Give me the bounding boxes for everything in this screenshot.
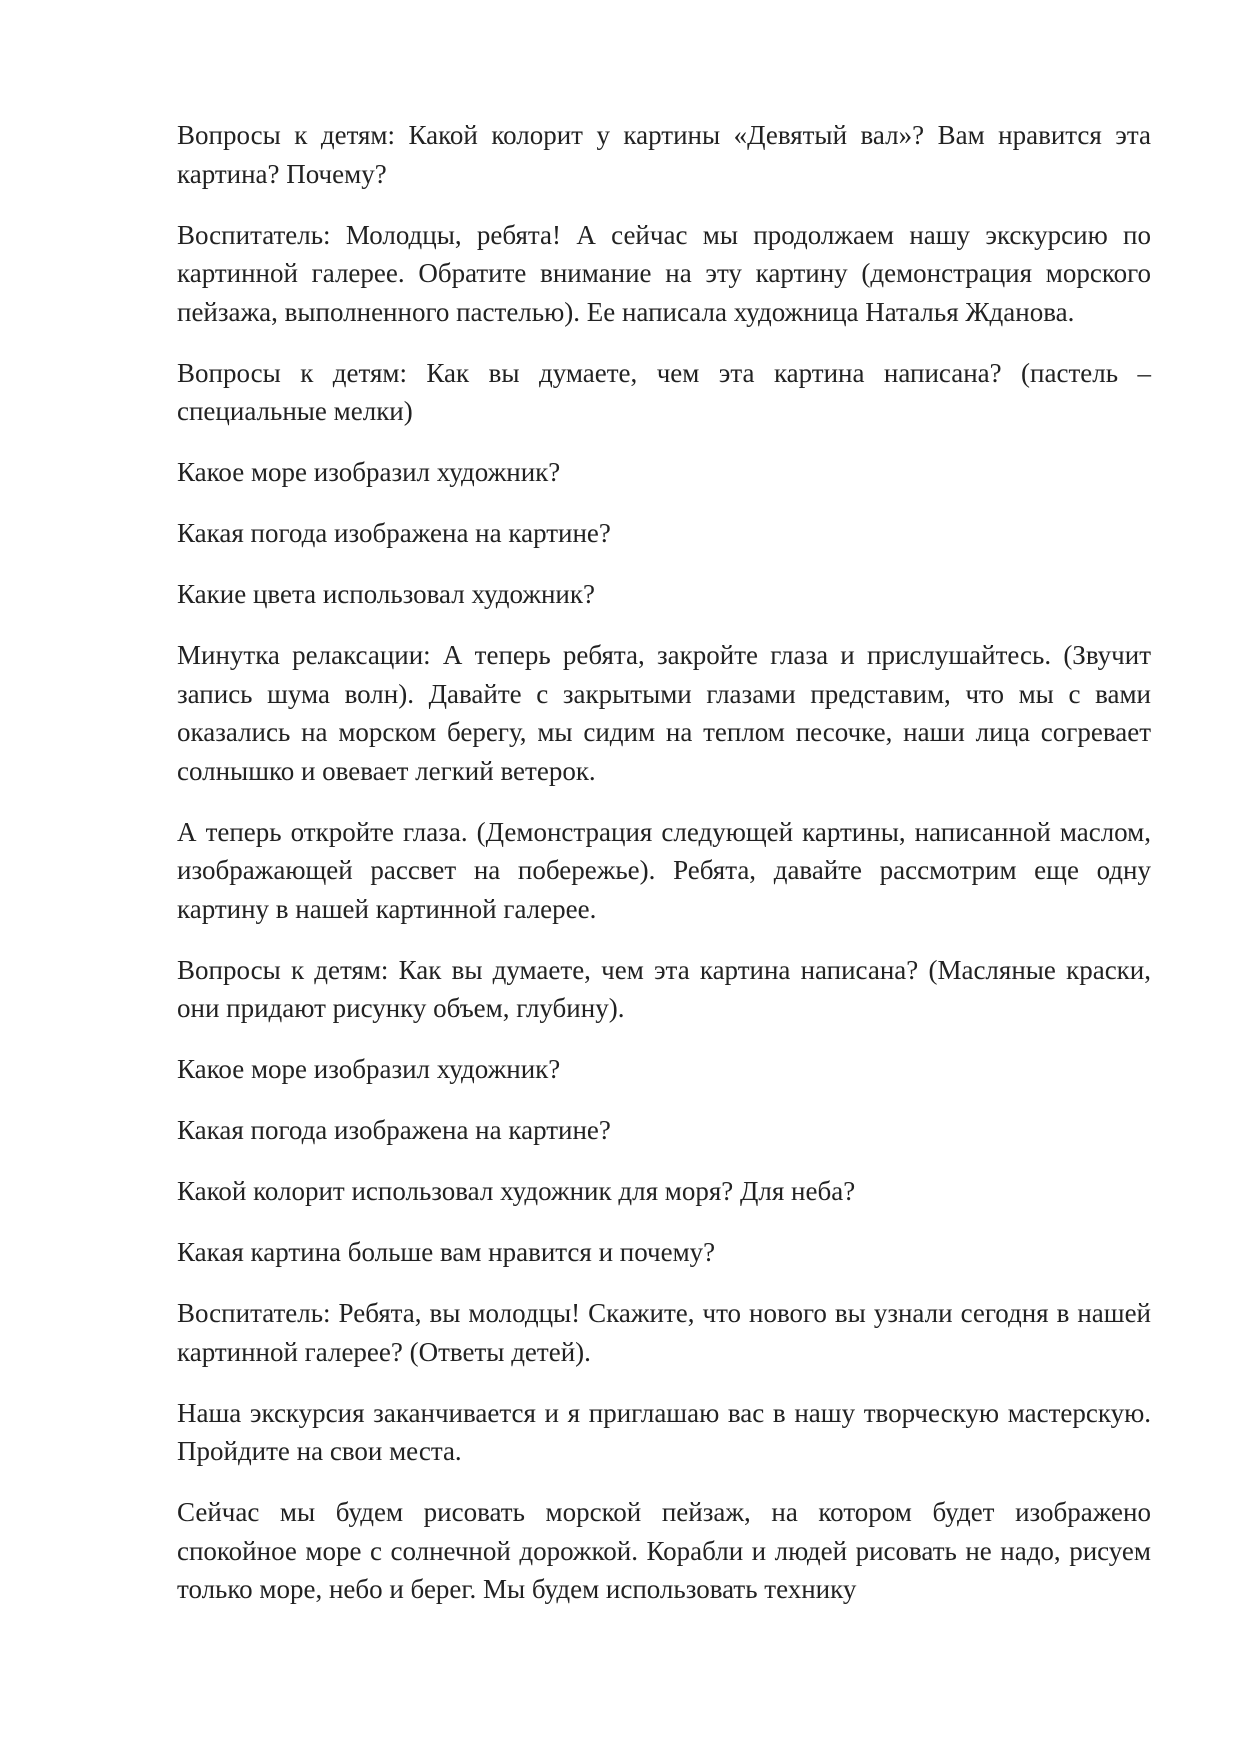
paragraph: Воспитатель: Ребята, вы молодцы! Скажите, что нового вы узнали сегодня в нашей картинной галерее? (Ответы детей). — [177, 1298, 1151, 1367]
paragraph: Вопросы к детям: Как вы думаете, чем эта картина написана? (Масляные краски, они придают рисунку объем, глубину). — [177, 954, 1151, 1023]
paragraph: Какой колорит использовал художник для моря? Для неба? — [177, 1176, 856, 1206]
paragraph: Какая погода изображена на картине? — [177, 518, 611, 548]
paragraph: Вопросы к детям: Как вы думаете, чем эта картина написана? (пастель – специальные мелки) — [177, 357, 1151, 426]
paragraph: Какая картина больше вам нравится и почему? — [177, 1237, 716, 1267]
paragraph: Вопросы к детям: Какой колорит у картины «Девятый вал»? Вам нравится эта картина? Почему? — [177, 120, 1151, 189]
paragraph: Какое море изобразил художник? — [177, 1054, 561, 1084]
paragraph: Наша экскурсия заканчивается и я приглашаю вас в нашу творческую мастерскую. Пройдите на свои места. — [177, 1397, 1151, 1466]
paragraph: Минутка релаксации: А теперь ребята, закройте глаза и прислушайтесь. (Звучит запись шума волн). Давайте с закрытыми глазами представим, что мы с вами оказались на морском берегу, мы сидим на теплом песочке, наши лица согревает солнышко и овевает легкий ветерок. — [177, 640, 1151, 786]
paragraph: Какая погода изображена на картине? — [177, 1115, 611, 1145]
document-body — [177, 116, 1151, 1631]
paragraph: Какие цвета использовал художник? — [177, 579, 595, 609]
paragraph: Сейчас мы будем рисовать морской пейзаж, на котором будет изображено спокойное море с солнечной дорожкой. Корабли и людей рисовать не надо, рисуем только море, небо и берег. Мы будем использовать технику — [177, 1497, 1151, 1604]
paragraph: Воспитатель: Молодцы, ребята! А сейчас мы продолжаем нашу экскурсию по картинной галерее. Обратите внимание на эту картину (демонстрация морского пейзажа, выполненного пастелью). Ее написала художница Наталья Жданова. — [177, 219, 1151, 327]
paragraph: Какое море изобразил художник? — [177, 457, 561, 487]
paragraph: А теперь откройте глаза. (Демонстрация следующей картины, написанной маслом, изображающей рассвет на побережье). Ребята, давайте рассмотрим еще одну картину в нашей картинной галерее. — [177, 816, 1151, 924]
